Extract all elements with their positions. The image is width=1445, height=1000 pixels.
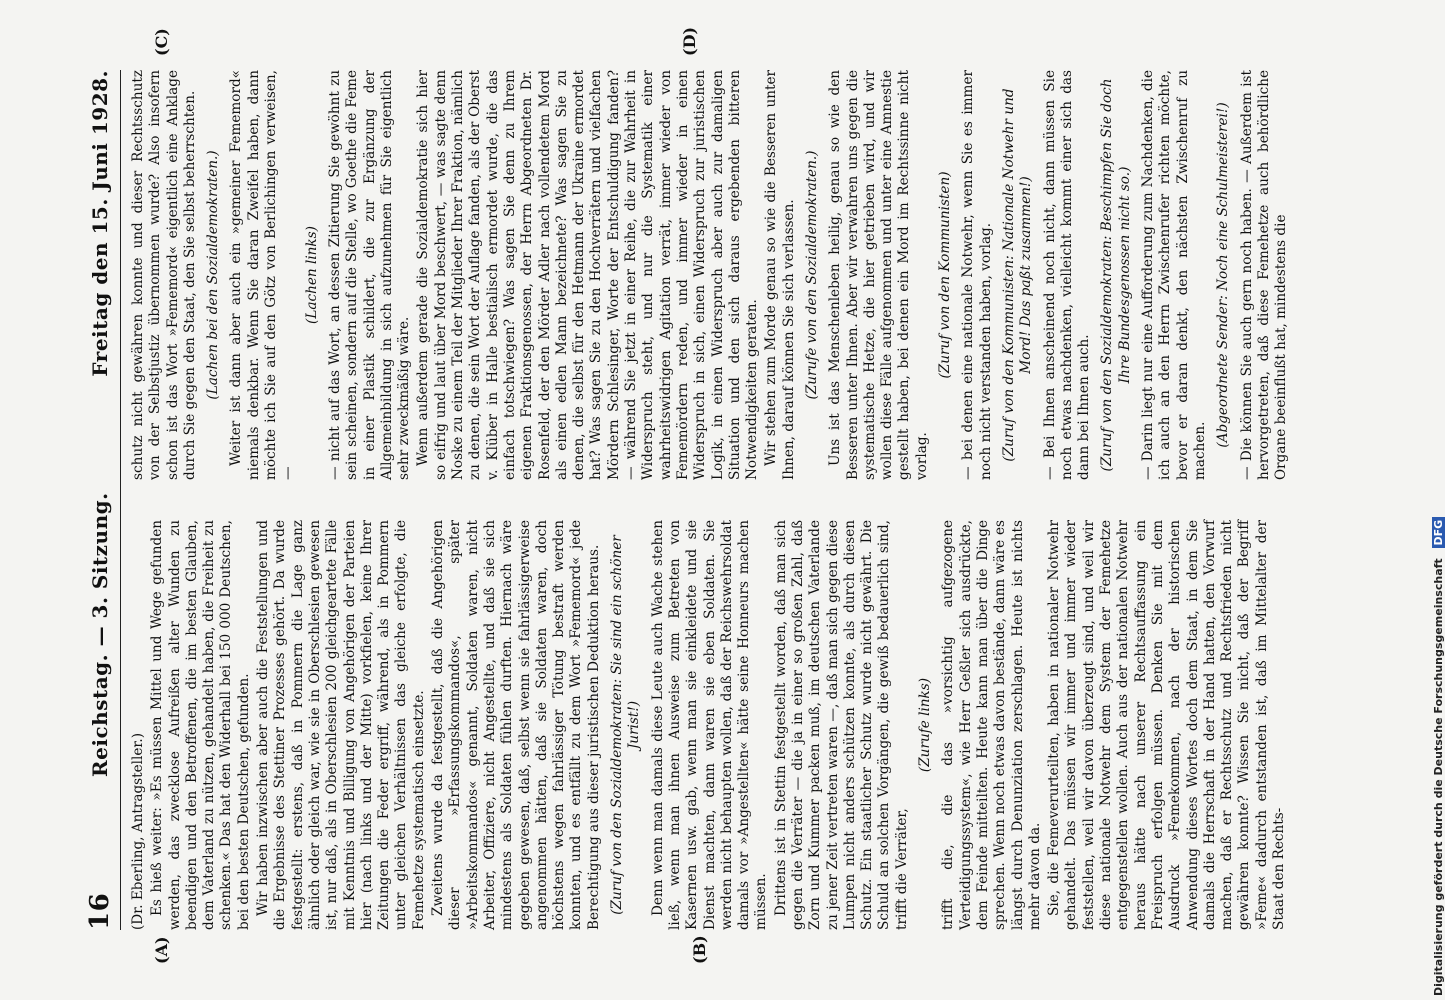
- interjection: (Zuruf von den Sozialdemokraten: Sie sind ein schöner Jurist!): [609, 535, 643, 915]
- digitization-credit: [1412, 6, 1445, 996]
- paragraph: — bei denen eine nationale Notwehr, wenn Sie es immer noch nicht verstanden haben, vorlag.: [960, 70, 994, 480]
- paragraph: Drittens ist in Stettin festgestellt worden, daß man sich gegen die Verräter — die ja in einer so großen Zahl, daß Zorn und Kummer packen muß, im deutschen Vaterlande zu jener Zeit vertreten waren —, daß man sich gegen diese Lumpen nicht anders schützen konnte, als durch diesen Schutz. Ein staatlicher Schutz wurde nicht gewährt. Die Schuld an solchen Vorgängen, die gewiß bedauerlich sind, trifft die Verräter,: [772, 520, 910, 930]
- session-title: Reichstag. — 3. Sitzung.: [88, 492, 112, 777]
- margin-mark-c: (C): [152, 28, 171, 56]
- paragraph: Weiter ist dann aber auch ein »gemeiner Fememord« niemals denkbar. Wenn Sie daran Zweifel haben, dann möchte ich Sie auf den Götz von Berlichingen verweisen, —: [228, 70, 297, 480]
- interjection: (Zuruf von den Kommunisten: Nationale Notwehr und Mord! Das paßt zusammen!): [1000, 88, 1035, 462]
- interjection: (Zuruf von den Sozialdemokraten: Beschimpfen Sie doch Ihre Bundesgenossen nicht so.): [1099, 78, 1133, 472]
- interjection: (Zurufe links): [917, 677, 934, 773]
- page-header: [80, 70, 121, 930]
- paragraph: Wir haben inzwischen aber auch die Feststellungen und die Ergebnisse des Stettiner Prozesses gehört. Da wurde festgestellt: erstens, daß in Pommern die Lage ganz ähnlich oder gleich war, wie sie in Oberschlesien gewesen ist, nur daß, als in Oberschlesien 200 gleichgeartete Fälle mit Kenntnis und Billigung von Angehörigen der Parteien hier (nach links und der Mitte) vorkfielen, keine Ihrer Zeitungen die Feder ergriff, während, als in Pommern unter gleichen Verhältnissen das gleiche erfolgte, die Femehetze systematisch einsetzte.: [255, 520, 427, 930]
- paragraph: Wenn außerdem gerade die Sozialdemokratie sich hier so eifrig und laut über Mord beschwert, — was sagte denn Noske zu einem Teil der Mitglieder Ihrer Fraktion, nämlich zu denen, die sein Wort der Auflage fanden, als der Oberst v. Klüber in Halle bestialisch ermordet wurde, die das einfach totschwiegen? Was sagen Sie denn zu Ihrem eigenen Fraktionsgenossen, der Herrn Abgeordneten Dr. Rosenfeld, der den Mörder Adler nach vollendetem Mord als einen edlen Mann bezeichnete? Was sagen Sie zu denen, die selbst für den Hetmann der Ukraine ermordet hat? Was sagen Sie zu den Hochverrätern und vielfachen Mördern Schlesinger, Worte der Entschuldigung fanden? — während Sie jetzt in einer Reihe, die zur Wahrheit in Widerspruch steht, und nur die Systematik einer wahrheitswidrigen Agitation verrät, immer wieder von Fememördern reden, und immer wieder in einen Widerspruch in sich, einen Widerspruch zur juristischen Logik, in einen Widerspruch aber auch zur damaligen Situation und den sich daraus ergebenden bitteren Notwendigkeiten geraten.: [415, 70, 761, 480]
- page-number: 16: [85, 892, 115, 930]
- interjection: (Zurufe von den Sozialdemokraten.): [803, 150, 820, 400]
- rotated-page-content: [80, 26, 1290, 964]
- margin-mark-a: (A): [152, 936, 171, 964]
- paragraph: Sie, die Femeverurteilten, haben in nationaler Notwehr gehandelt. Das müssen wir immer und immer wieder feststellen, weil wir davon überzeugt sind, und weil wir diese nationale Notwehr dem System der Femehetze entgegenstellen wollen. Auch aus der nationalen Notwehr heraus hätte nach unserer Rechtsauffassung ein Freispruch erfolgen müssen. Denken Sie mit dem Ausdruck »Femekommen, nach der historischen Anwendung dieses Wortes doch dem Staat, in dem Sie damals die Herrschaft in der Hand hatten, den Vorwurf machen, daß er Rechtsschutz und Rechtsfrieden nicht gewähren konnte? Wissen Sie nicht, daß der Begriff »Feme« dadurch entstanden ist, daß im Mittelalter der Staat den Rechts-: [1046, 520, 1287, 930]
- interjection: (Abgeordnete Sender: Noch eine Schulmeisterei!): [1215, 102, 1232, 448]
- paragraph: — nicht auf das Wort, an dessen Zitierung Sie gewöhnt zu sein scheinen, sondern auf die Stelle, wo Goethe die Feme in einer Plastik schildert, die zur Ergänzung der Allgemeinbildung in sich aufzunehmen für Sie eigentlich sehr zweckmäßig wäre.: [326, 70, 413, 480]
- interjection: (Zuruf von den Kommunisten): [937, 171, 954, 379]
- speaker-line: (Dr. Eberling, Antragsteller.): [130, 732, 146, 930]
- margin-mark-b: (B): [690, 935, 709, 964]
- dfg-logo: DFG: [1432, 517, 1445, 549]
- left-text-column: [130, 520, 1287, 930]
- paragraph: Es hieß weiter: »Es müssen Mittel und Wege gefunden werden, das zwecklose Aufreißen alter Wunden zu beendigen und den Betroffenen, die im besten Glauben, dem Vaterland zu nützen, gehandelt haben, die Freiheit zu schenken.« Das hat den Widerhall bei 150 000 Deutschen, bei den besten Deutschen, gefunden.: [149, 520, 252, 930]
- session-date: Freitag den 15. Juni 1928.: [88, 70, 112, 377]
- paragraph: Denn wenn man damals diese Leute auch Wache stehen ließ, wenn man ihnen Ausweise zum Betreten von Kasernen usw. gab, wenn man sie einkleidete und sie Dienst machten, dann waren sie eben Soldaten. Sie werden nicht behaupten wollen, daß der Reichswehrsoldat damals vor »Angestellten« hätte seine Honneurs machen müssen.: [649, 520, 770, 930]
- digitization-note: Digitalisierung gefördert durch die Deutsche Forschungsgemeinschaft: [1432, 558, 1445, 996]
- paragraph: Wir stehen zum Morde genau so wie die Besseren unter Ihnen, darauf können Sie sich verlassen.: [763, 70, 797, 480]
- paragraph: — Die können Sie auch gern noch haben. — Außerdem ist hervorgetreten, daß diese Femehetze auch behördliche Organe beeinflußt hat, mindestens die: [1238, 70, 1290, 480]
- paragraph: trifft die, die das »vorsichtig aufgezogene Verteidigungssystem«, wie Herr Geßler sich ausdrückte, dem Feinde mitteilten. Heute kann man über die Dinge sprechen. Wenn noch etwas davon bestände, dann wäre es längst durch Denunziation zerschlagen. Heute ist nichts mehr davon da.: [940, 520, 1043, 930]
- paragraph: schutz nicht gewähren konnte und dieser Rechtsschutz von der Selbstjustiz übernommen wurde? Also insofern schon ist das Wort »Fememord« eigentlich eine Anklage durch Sie gegen den Staat, den Sie selbst beherrschten.: [130, 70, 198, 480]
- right-text-column: [130, 70, 1290, 480]
- interjection: (Lachen bei den Sozialdemokraten.): [205, 150, 222, 400]
- interjection: (Lachen links): [303, 226, 320, 324]
- paragraph: Uns ist das Menschenleben heilig, genau so wie den Besseren unter Ihnen. Aber wir verwahren uns gegen die systematische Hetze, die hier getrieben wird, und wir wollen diese Fälle aufgenommen und unter eine Amnestie gestellt haben, bei denen ein Mord im Rechtssinne nicht vorlag.: [827, 70, 930, 480]
- paragraph: — Bei Ihnen anscheinend noch nicht, dann müssen Sie noch etwas nachdenken, vielleicht kommt einer sich das dann bei Ihnen auch.: [1041, 70, 1093, 480]
- paragraph: — Darin liegt nur eine Aufforderung zum Nachdenken, die ich auch an den Herrn Zwischenrufer richten möchte, bevor er daran denkt, den nächsten Zwischenruf zu machen.: [1140, 70, 1208, 480]
- paragraph: Zweitens wurde da festgestellt, daß die Angehörigen dieser »Erfassungskommandos«, später »Arbeitskommandos« genannt, Soldaten waren, nicht Arbeiter, Offiziere, nicht Angestellte, und daß sie sich mindestens als Soldaten fühlen durften. Hiernach wäre gegeben gewesen, daß, selbst wenn sie fahrlässigerweise angenommen hätten, daß sie Soldaten waren, doch höchstens wegen fahrlässiger Tötung bestraft werden konnten, und es entfällt zu dem Wort »Fememord« jede Berechtigung aus dieser juristischen Deduktion heraus.: [430, 520, 602, 930]
- margin-mark-d: (D): [680, 26, 699, 56]
